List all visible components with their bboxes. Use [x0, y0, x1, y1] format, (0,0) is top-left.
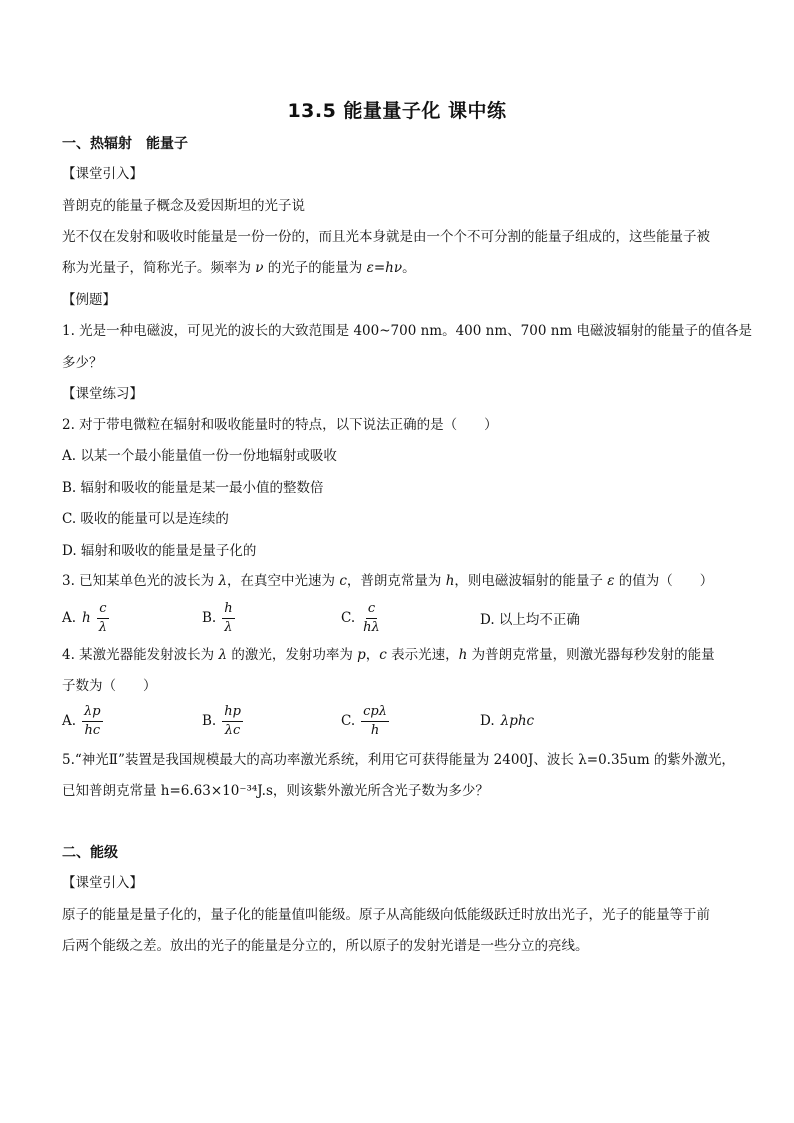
option-label: A. [62, 713, 77, 729]
text-segment: 的激光，发射功率为 [227, 647, 358, 663]
fraction [97, 601, 109, 636]
option-text: D. 以上均不正确 [480, 612, 580, 628]
option-label: A. [62, 610, 77, 626]
option-label: C. [341, 713, 356, 729]
numerator: hp [222, 704, 243, 722]
p-symbol: p [357, 647, 366, 663]
h-symbol: h [458, 647, 468, 663]
question-4-option-a [62, 701, 103, 741]
section-heading-2: 二、能级 [62, 845, 118, 861]
text-segment: ，在真空中光速为 [227, 573, 340, 589]
question-3-stem [62, 571, 742, 591]
lambda-symbol: λ [218, 573, 228, 589]
option-label: B. [202, 610, 217, 626]
fraction [361, 704, 389, 739]
option-label: C. [341, 610, 356, 626]
question-2-stem: 2. 对于带电微粒在辐射和吸收能量时的特点，以下说法正确的是（ ） [62, 417, 498, 433]
c-symbol: c [339, 573, 347, 589]
numerator: cpλ [361, 704, 389, 722]
section2-intro-label: 【课堂引入】 [62, 875, 143, 891]
fraction [361, 601, 382, 636]
question-2-option-c: C. 吸收的能量可以是连续的 [62, 511, 229, 527]
text-segment: 。 [402, 260, 416, 276]
numerator: h [222, 601, 234, 619]
epsilon-symbol: ε [607, 573, 615, 589]
text-segment: 表示光速， [386, 647, 459, 663]
denominator: λ [224, 619, 233, 635]
question-4-line1 [62, 645, 742, 665]
fraction [82, 704, 103, 739]
text-segment: ， [365, 647, 380, 663]
question-1-line2: 多少？ [62, 355, 103, 371]
section1-intro-label: 【课堂引入】 [62, 166, 143, 182]
lambda-symbol: λ [218, 647, 228, 663]
question-2-option-d: D. 辐射和吸收的能量是量子化的 [62, 543, 257, 559]
c-symbol: c [379, 647, 387, 663]
question-3-option-d [480, 598, 580, 638]
question-4-line2: 子数为（ ） [62, 678, 157, 694]
question-1-line1: 1. 光是一种电磁波，可见光的波长的大致范围是 400~700 nm。400 nm、700 nm 电磁波辐射的能量子的值各是 [62, 323, 752, 339]
text-segment: 称为光量子，简称光子。频率为 [62, 260, 256, 276]
question-3-option-c [341, 598, 382, 638]
denominator: hλ [363, 619, 380, 635]
numerator: c [366, 601, 377, 619]
question-4-option-d [480, 701, 534, 741]
question-2-option-a: A. 以某一个最小能量值一份一份地辐射或吸收 [62, 448, 337, 464]
question-3-options [62, 598, 742, 638]
option-label: D. [480, 713, 495, 729]
denominator: λc [224, 722, 241, 738]
denominator: λ [98, 619, 107, 635]
option-label: B. [202, 713, 217, 729]
text-segment: 为普朗克常量，则激光器每秒发射的能量 [467, 647, 715, 663]
example-label: 【例题】 [62, 292, 116, 308]
question-4-option-c [341, 701, 389, 741]
denominator: h [370, 722, 380, 738]
section1-text-line2 [62, 258, 742, 278]
question-2-option-b: B. 辐射和吸收的能量是某一最小值的整数倍 [62, 480, 324, 496]
page-title: 13.5 能量量子化 课中练 [287, 100, 507, 122]
question-4-options [62, 701, 742, 741]
text-segment: 3. 已知某单色光的波长为 [62, 573, 219, 589]
h-symbol: h [445, 573, 455, 589]
question-5-line1: 5.“神光Ⅱ”装置是我国规模最大的高功率激光系统，利用它可获得能量为 2400J、波长 λ=0.35um 的紫外激光， [62, 752, 735, 768]
numerator: λp [82, 704, 103, 722]
practice-label: 【课堂练习】 [62, 386, 143, 402]
energy-formula: ε=hν [366, 260, 403, 276]
text-segment: 的光子的能量为 [263, 260, 367, 276]
question-3-option-b [202, 598, 235, 638]
section-heading-1: 一、热辐射 能量子 [62, 136, 188, 152]
numerator: c [97, 601, 108, 619]
question-3-option-a [62, 598, 109, 638]
question-4-option-b [202, 701, 243, 741]
text-segment: ，则电磁波辐射的能量子 [454, 573, 608, 589]
fraction [222, 704, 243, 739]
section1-subtitle: 普朗克的能量子概念及爱因斯坦的光子说 [62, 198, 305, 214]
text-segment: 的值为（ ） [614, 573, 714, 589]
nu-symbol: ν [255, 260, 264, 276]
question-5-line2: 已知普朗克常量 h=6.63×10⁻³⁴J.s，则该紫外激光所含光子数为多少？ [62, 783, 489, 799]
formula-prefix: h [82, 610, 91, 626]
section2-text-line1: 原子的能量是量子化的，量子化的能量值叫能级。原子从高能级向低能级跃迁时放出光子，光子的能量等于前 [62, 907, 710, 923]
denominator: hc [84, 722, 101, 738]
section1-text-line1: 光不仅在发射和吸收时能量是一份一份的，而且光本身就是由一个个不可分割的能量子组成的，这些能量子被 [62, 229, 710, 245]
text-segment: 4. 某激光器能发射波长为 [62, 647, 219, 663]
text-segment: ，普朗克常量为 [346, 573, 446, 589]
formula: λphc [500, 713, 535, 729]
section2-text-line2: 后两个能级之差。放出的光子的能量是分立的，所以原子的发射光谱是一些分立的亮线。 [62, 938, 589, 954]
fraction [222, 601, 234, 636]
